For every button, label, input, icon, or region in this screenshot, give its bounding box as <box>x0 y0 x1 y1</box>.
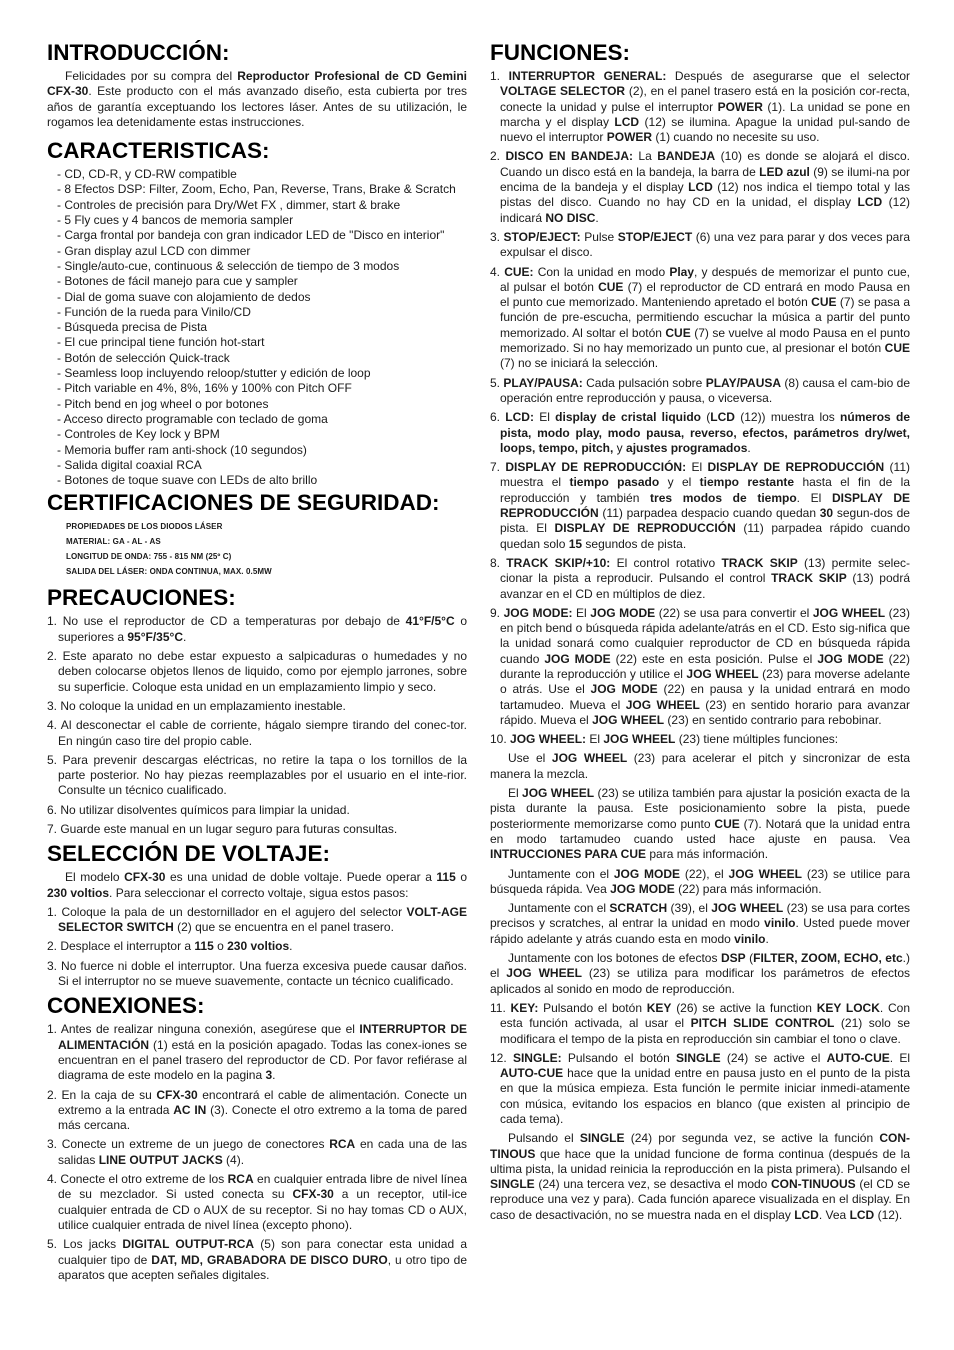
heading-funciones: FUNCIONES: <box>490 40 630 65</box>
heading-introduccion: INTRODUCCIÓN: <box>47 40 230 65</box>
jog-wheel-paragraph: Juntamente con los botones de efectos DSP (FILTER, ZOOM, ECHO, etc.) el JOG WHEEL (23) se utiliza para modificar los parámetros de efectos aplicados al sonido en modo de reproducción. <box>490 951 910 996</box>
jog-wheel-paragraph: Juntamente con el SCRATCH (39), el JOG WHEEL (23) se usa para cortes precisos y scratches, al entrar la unidad en modo vinilo. Usted puede mover rápido adelante y atrás cuando esta en modo vinilo. <box>490 901 910 946</box>
voltage-intro: El modelo CFX-30 es una unidad de doble voltaje. Puede operar a 115 o 230 voltios. Para seleccionar el correcto voltaje, sigua estos pasos: <box>47 870 467 900</box>
voltage-step: 2. Desplace el interruptor a 115 o 230 voltios. <box>47 939 293 954</box>
connection-step: 4. Conecte el otro extreme de los RCA en cualquier entrada libre de nivel línea de su mezclador. Si usted conecta su CFX-30 a un receptor, util-ice cualquier entrada de CD o AUX de su receptor. Si no hay tomas CD o AUX, utilice cualquier entrada de nivel línea (excepto phono). <box>47 1172 467 1232</box>
section-precauciones <box>47 585 467 837</box>
jog-wheel-details <box>490 751 910 996</box>
section-conexiones <box>47 993 467 1283</box>
feature-item: - Pitch bend en jog wheel o por botones <box>57 396 269 411</box>
feature-item: - Pitch variable en 4%, 8%, 16% y 100% con Pitch OFF <box>57 381 352 396</box>
feature-item: - Dial de goma suave con alojamiento de dedos <box>57 289 311 304</box>
single-continuous-paragraph: Pulsando el SINGLE (24) por segunda vez, se active la función CON-TINOUS que hace que la unidad funcione de forma continua (después de la ultima pista, la unidad reinicia la reproducción en la pista primera). Pulsando el SINGLE (24) una tercera vez, se desactiva el modo CON-TINUOUS (el CD se reproduce una vez y para). Cada función aparece visualizada en el display. En caso de desactivación, no se muestra nada en el display LCD. Vea LCD (12). <box>490 1131 911 1222</box>
feature-item: - Botones de toque suave con LEDs de alto brillo <box>57 473 318 488</box>
function-item: 10. JOG WHEEL: El JOG WHEEL (23) tiene múltiples funciones: <box>490 732 839 747</box>
function-item: 7. DISPLAY DE REPRODUCCIÓN: El DISPLAY DE REPRODUCCIÓN (11) muestra el tiempo pasado y el tiempo restante hasta el fin de la reproducción y también tres modos de tiempo. El DISPLAY DE REPRODUCCIÓN (11) parpadea despacio cuando quedan 30 segun-dos de pista. El DISPLAY DE REPRODUCCIÓN (11) parpadea rápido cuando quedan solo 15 segundos de pista. <box>490 460 911 551</box>
precaution-item: 1. No use el reproductor de CD a temperaturas por debajo de 41°F/5°C o superiores a 95°F/35°C. <box>47 614 468 644</box>
feature-item: - El cue principal tiene función hot-start <box>57 335 265 350</box>
function-item: 6. LCD: El display de cristal liquido (LCD (12)) muestra los números de pista, modo play, modo pausa, reverso, efectos, parámetros dry/wet, loops, tempo, pitch, y ajustes programados. <box>490 410 910 455</box>
feature-item: - Salida digital coaxial RCA <box>57 457 202 472</box>
jog-wheel-paragraph: Juntamente con el JOG MODE (22), el JOG WHEEL (23) se utilice para búsqueda rápida. Vea JOG MODE (22) para más información. <box>490 866 911 896</box>
heading-precauciones: PRECAUCIONES: <box>47 585 236 611</box>
voltage-step: 3. No fuerce ni doble el interruptor. Una fuerza excesiva puede causar daños. Si el interruptor no se mueve suavemente, contacte un técnico cualificado. <box>47 958 467 989</box>
laser-property: LONGITUD DE ONDA: 755 - 815 NM (25º C) <box>66 552 232 562</box>
feature-item: - Función de la rueda para Vinilo/CD <box>57 304 251 319</box>
connections-list <box>47 1022 467 1283</box>
function-item: 2. DISCO EN BANDEJA: La BANDEJA (10) es donde se alojará el disco. Cuando un disco está en la bandeja, la barra de LED azul (9) se ilumi-na por encima de la bandeja y el display LCD (12) nos indica el tiempo total y las pistas del disco. Cuando no hay CD en la unidad, el display LCD (12) indicará NO DISC. <box>490 149 911 225</box>
precautions-list <box>47 614 467 837</box>
function-item: 11. KEY: Pulsando el botón KEY (26) se active la function KEY LOCK. Con esta función activada, al usar el PITCH SLIDE CONTROL (21) solo se modificara el tempo de la pista en reproducción sin cambiar el tono o clave. <box>490 1000 911 1046</box>
section-caracteristicas <box>47 138 467 488</box>
laser-property: PROPIEDADES DE LOS DIODOS LÁSER <box>66 522 223 532</box>
function-item: 3. STOP/EJECT: Pulse STOP/EJECT (6) una vez para parar y dos veces para expulsar el disco. <box>490 229 910 260</box>
function-item: 8. TRACK SKIP/+10: El control rotativo TRACK SKIP (13) permite selec-cionar la pista a reproducir. Pulsando el control TRACK SKIP (13) podrá avanzar en el CD en múltiplos de diez. <box>490 555 910 601</box>
precaution-item: 5. Para prevenir descargas eléctricas, no retire la tapa o los tornillos de la parte posterior. No hay piezas reemplazables por el usuario en el inte-rior. Consulte un técnico cualificado. <box>47 752 467 798</box>
left-column <box>47 34 467 1287</box>
laser-property: MATERIAL: GA - AL - AS <box>66 537 161 547</box>
feature-item: - Controles de Key lock y BPM <box>57 427 220 442</box>
right-column <box>490 34 910 1227</box>
connection-step: 2. En la caja de su CFX-30 encontrará el cable de alimentación. Conecte un extremo a la entrada AC IN (3). Conecte el otro extremo a la toma de pared más cercana. <box>47 1087 467 1133</box>
precaution-item: 2. Este aparato no debe estar expuesto a salpicaduras o humedades y no deben colocarse objetos llenos de liquido, como por ejemplo jarrones, sobre su superficie. Coloque esta unidad en un emplazamiento limpio y seco. <box>47 649 467 694</box>
precaution-item: 7. Guarde este manual en un lugar seguro para futuras consultas. <box>47 821 398 836</box>
functions-list-continued <box>490 1001 910 1127</box>
heading-caracteristicas: CARACTERISTICAS: <box>47 138 270 164</box>
function-item: 9. JOG MODE: El JOG MODE (22) se usa para convertir el JOG WHEEL (23) en pitch bend o búsqueda rápida adelante/atrás en el CD. Esto sig-nifica que la unidad sonará como cualquier reproductor de CD en búsqueda rápida cuando JOG MODE (22) este en esta posición. Pulse el JOG MODE (22) durante la reproducción y utilice el JOG WHEEL (23) para moverse adelante o atrás. Use el JOG MODE (22) en pausa y la unidad entrará en modo tartamudeo. Mueva el JOG WHEEL (23) en sentido horario para avanzar rápido. Mueva el JOG WHEEL (23) en sentido contrario para rebobinar. <box>490 605 910 727</box>
precaution-item: 4. Al desconectar el cable de corriente, hágalo siempre tirando del conec-tor. En ningún caso tire del propio cable. <box>47 718 467 748</box>
feature-item: - Single/auto-cue, continuous & selección de tiempo de 3 modos <box>57 258 400 273</box>
feature-item: - 8 Efectos DSP: Filter, Zoom, Echo, Pan, Reverse, Trans, Brake & Scratch <box>57 182 456 197</box>
functions-list <box>490 69 910 747</box>
features-list <box>47 167 467 488</box>
heading-voltaje: SELECCIÓN DE VOLTAJE: <box>47 841 330 867</box>
section-introduccion <box>47 40 467 130</box>
feature-item: - 5 Fly cues y 4 bancos de memoria sampler <box>57 213 294 228</box>
voltage-steps <box>47 905 467 989</box>
function-item: 1. INTERRUPTOR GENERAL: Después de asegurarse que el selector VOLTAGE SELECTOR (2), en el panel trasero está en la posición cor-recta, conecte la unidad y pulse el interruptor POWER (1). La unidad se pone en marcha y el display LCD (12) se ilumina. Apague la unidad pul-sando de nuevo el interruptor POWER (1) cuando no necesite su uso. <box>490 69 911 145</box>
section-funciones <box>490 40 910 1223</box>
connection-step: 3. Conecte un extreme de un juego de conectores RCA en cada una de las salidas LINE OUTPUT JACKS (4). <box>47 1137 467 1167</box>
function-item: 12. SINGLE: Pulsando el botón SINGLE (24) se active el AUTO-CUE. El AUTO-CUE hace que la unidad entre en pausa justo en el punto de la pista en que la música empieza. Esta función le permite iniciar inmedi-atamente con música, evitando los espacios en blanco (que existen al principio de cada tema). <box>490 1050 911 1126</box>
feature-item: - Botones de fácil manejo para cue y sampler <box>57 274 298 289</box>
intro-paragraph: Felicidades por su compra del Reproductor Profesional de CD Gemini CFX-30. Este producto con el más avanzado diseño, esta cubierta por tres años de garantía exceptuando los lectores láser. Antes de su utilización, le rogamos lea detenidamente estas instrucciones. <box>47 69 467 129</box>
feature-item: - Controles de precisión para Dry/Wet FX , dimmer, start & brake <box>57 197 401 212</box>
function-item: 4. CUE: Con la unidad en modo Play, y después de memorizar el punto cue, al pulsar el botón CUE (7) el reproductor de CD entrará en modo Pausa en el punto cue memorizado. Manteniendo apretado el botón CUE (7) se pasa a función de pre-escucha, permitiendo escuchar la música a partir del punto memorizado. Al soltar el botón CUE (7) se vuelve al modo Pausa en el punto memorizado. Si no hay memorizado un punto cue, al presionar el botón CUE (7) no se iniciará la selección. <box>490 264 911 371</box>
jog-wheel-paragraph: Use el JOG WHEEL (23) para acelerar el pitch y sincronizar de esta manera la mezcla. <box>490 751 911 781</box>
section-voltaje <box>47 841 467 989</box>
jog-wheel-paragraph: El JOG WHEEL (23) se utiliza también para ajustar la posición exacta de la pista durante la pausa. Este posicionamiento sobre la pista, puede posteriormente memorizarse como punto CUE (7). Notará que la unidad entra en modo tartamudeo cuando usted hace ajuste en pausa. Vea INTRUCCIONES PARA CUE para más información. <box>490 786 910 862</box>
feature-item: - Carga frontal por bandeja con gran indicador LED de "Disco en interior" <box>57 228 445 243</box>
heading-conexiones: CONEXIONES: <box>47 993 205 1019</box>
feature-item: - CD, CD-R, y CD-RW compatible <box>57 167 237 182</box>
connection-step: 5. Los jacks DIGITAL OUTPUT-RCA (5) son para conectar esta unidad a cualquier tipo de DAT, MD, GRABADORA DE DISCO DURO, u otro tipo de aparatos que acepten señales digitales. <box>47 1237 467 1282</box>
laser-property: SALIDA DEL LÁSER: ONDA CONTINUA, MAX. 0.5MW <box>66 567 272 577</box>
connection-step: 1. Antes de realizar ninguna conexión, asegúrese que el INTERRUPTOR DE ALIMENTACIÓN (1) está en la posición apagado. Todas las conex-iones se encuentran en el panel trasero del reproductor de CD. Por favor refiérase al diagrama de este modelo en la pagina 3. <box>47 1022 467 1083</box>
precaution-item: 6. No utilizar disolventes químicos para limpiar la unidad. <box>47 802 350 817</box>
feature-item: - Memoria buffer ram anti-shock (10 segundos) <box>57 442 307 457</box>
feature-item: - Botón de selección Quick-track <box>57 350 230 365</box>
feature-item: - Acceso directo programable con teclado de goma <box>57 411 328 426</box>
section-certificaciones <box>47 490 467 579</box>
voltage-step: 1. Coloque la pala de un destornillador en el agujero del selector VOLT-AGE SELECTOR SWITCH (2) que se encuentra en el panel trasero. <box>47 904 467 935</box>
precaution-item: 3. No coloque la unidad en un emplazamiento inestable. <box>47 698 346 713</box>
feature-item: - Búsqueda precisa de Pista <box>57 320 208 335</box>
heading-certificaciones: CERTIFICACIONES DE SEGURIDAD: <box>47 490 440 516</box>
feature-item: - Gran display azul LCD con dimmer <box>57 243 251 258</box>
function-item: 5. PLAY/PAUSA: Cada pulsación sobre PLAY/PAUSA (8) causa el cam-bio de operación entre reproducción y pausa, o viceversa. <box>490 375 910 405</box>
feature-item: - Seamless loop incluyendo reloop/stutter y edición de loop <box>57 366 371 381</box>
laser-properties <box>66 519 467 579</box>
